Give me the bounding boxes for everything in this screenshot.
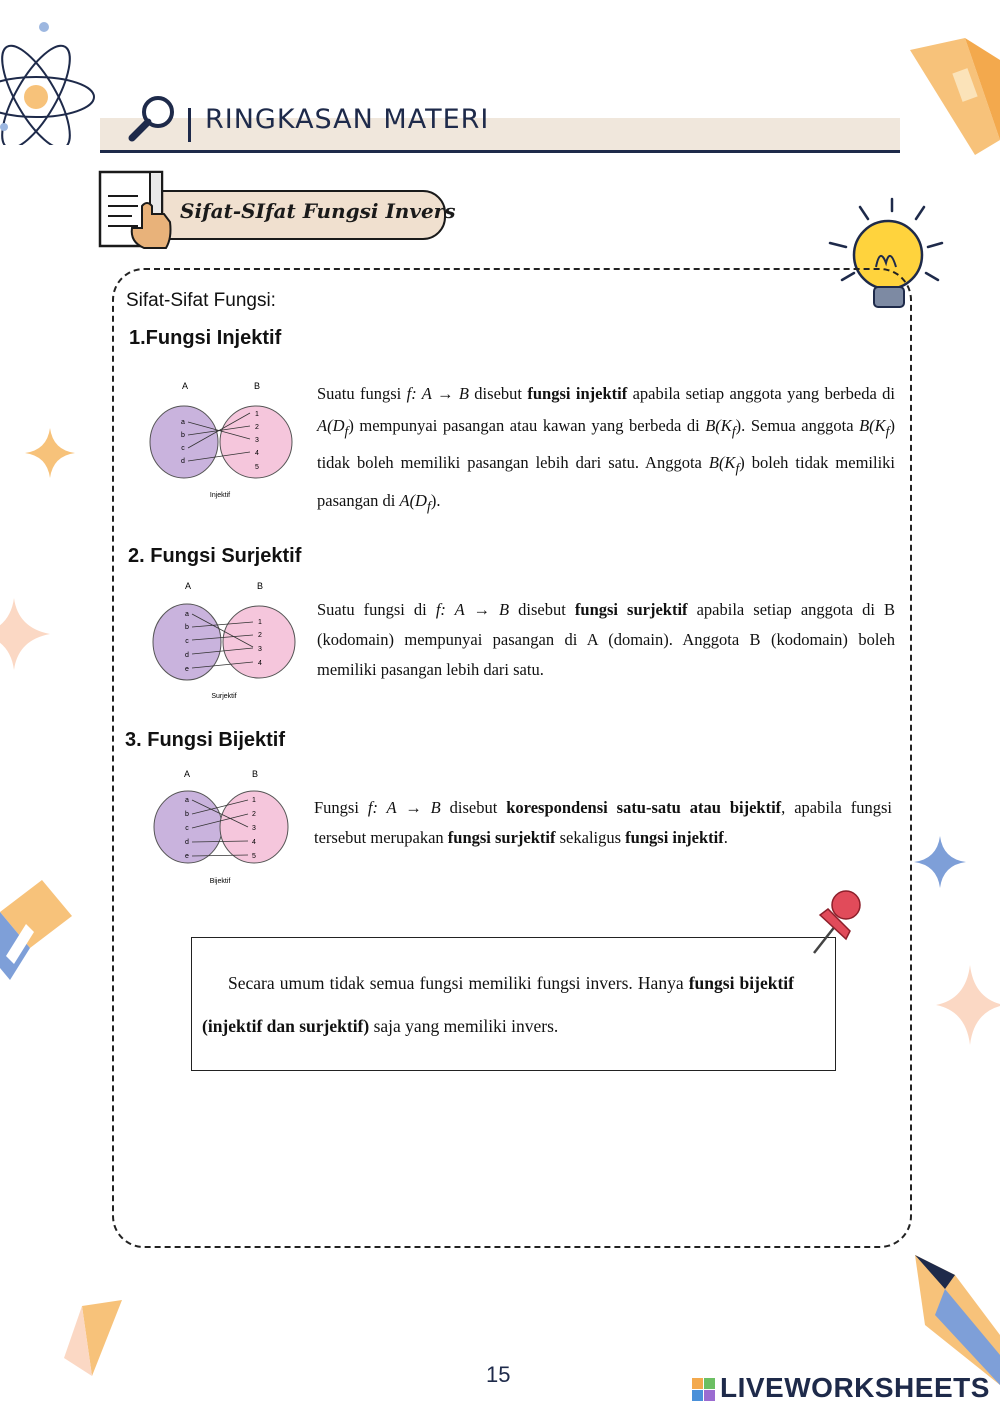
diagram-caption: Surjektif [211,693,237,700]
document-hand-icon [96,170,178,252]
heading-injektif: 1.Fungsi Injektif [129,327,282,349]
section-title: Sifat-SIfat Fungsi Invers [180,199,456,223]
domain-element: a [185,611,189,618]
diagram-label-a: A [181,381,189,391]
header-separator [188,108,191,142]
intro-text: Sifat-Sifat Fungsi: [126,290,276,311]
footer-brand[interactable]: LIVEWORKSHEETS [720,1372,990,1403]
diagram-caption: Injektif [209,492,231,499]
injektif-description: Suatu fungsi f: A → B disebut fungsi injektif apabila setiap anggota yang berbeda di $A(D_f)$ mempunyai pasangan atau kawan yang berbeda di $B(K_f)$. Semua anggota $B(K_f)$ tidak boleh memiliki pasangan lebih dari satu. Anggota $B(K_f)$ boleh tidak memiliki pasangan di $A(D_f)$. [317,384,896,513]
codomain-element: 1 [258,619,262,626]
diagram-label-a: A [184,581,192,591]
codomain-element: 2 [252,811,256,818]
diagram-label-b: B [251,769,259,779]
surjective-diagram [140,576,305,704]
domain-element: d [185,652,189,659]
domain-element: d [181,458,185,465]
codomain-element: 4 [252,839,256,846]
bijektif-description: Fungsi f: A → B disebut korespondensi satu-satu atau bijektif, apabila fungsi tersebut merupakan fungsi surjektif sekaligus fungsi injektif. [314,798,892,847]
page-number: 15 [486,1362,511,1387]
bijective-diagram [140,764,300,890]
surjektif-description: Suatu fungsi di f: A → B disebut fungsi surjektif apabila setiap anggota di B (kodomain) mempunyai pasangan di A (domain). Anggota B (kodomain) boleh memiliki pasangan lebih dari satu. [317,600,896,679]
domain-ellipse [150,406,218,478]
domain-element: e [185,666,189,673]
domain-element: c [181,445,185,452]
heading-bijektif: 3. Fungsi Bijektif [125,729,286,751]
codomain-element: 2 [258,632,262,639]
pencil-icon [915,1255,1000,1385]
liveworksheets-logo-icon [692,1378,716,1402]
domain-element: c [185,638,189,645]
heading-surjektif: 2. Fungsi Surjektif [128,545,302,567]
codomain-element: 2 [255,424,259,431]
diagram-label-b: B [256,581,264,591]
domain-element: b [185,624,189,631]
domain-element: e [185,853,189,860]
diagram-label-a: A [183,769,191,779]
eraser-icon [0,872,75,982]
codomain-element: 4 [255,450,259,457]
sparkle-icon [914,836,966,888]
diagram-caption: Bijektif [209,878,231,885]
domain-element: d [185,839,189,846]
codomain-element: 5 [252,853,256,860]
codomain-ellipse [223,606,295,678]
codomain-element: 3 [252,825,256,832]
domain-element: a [185,797,189,804]
pushpin-icon [806,885,864,957]
codomain-element: 4 [258,660,262,667]
domain-element: a [181,419,185,426]
paper-plane-icon [62,1298,127,1378]
atom-icon [0,15,100,145]
paper-plane-icon [905,30,1000,160]
sparkle-icon [934,965,1000,1045]
note-text: Secara umum tidak semua fungsi memiliki fungsi invers. Hanya fungsi bijektif (injektif dan surjektif) saja yang memiliki invers. [202,973,795,1036]
diagram-label-b: B [253,381,261,391]
sparkle-icon [25,428,75,478]
domain-element: b [185,811,189,818]
sparkle-icon [0,598,50,670]
domain-element: c [185,825,189,832]
codomain-element: 3 [255,437,259,444]
codomain-element: 5 [255,464,259,471]
magnifier-icon [126,92,178,144]
codomain-element: 1 [255,411,259,418]
codomain-element: 3 [258,646,262,653]
domain-element: b [181,432,185,439]
injective-diagram [140,376,300,506]
codomain-element: 1 [252,797,256,804]
page-title: RINGKASAN MATERI [205,104,490,135]
